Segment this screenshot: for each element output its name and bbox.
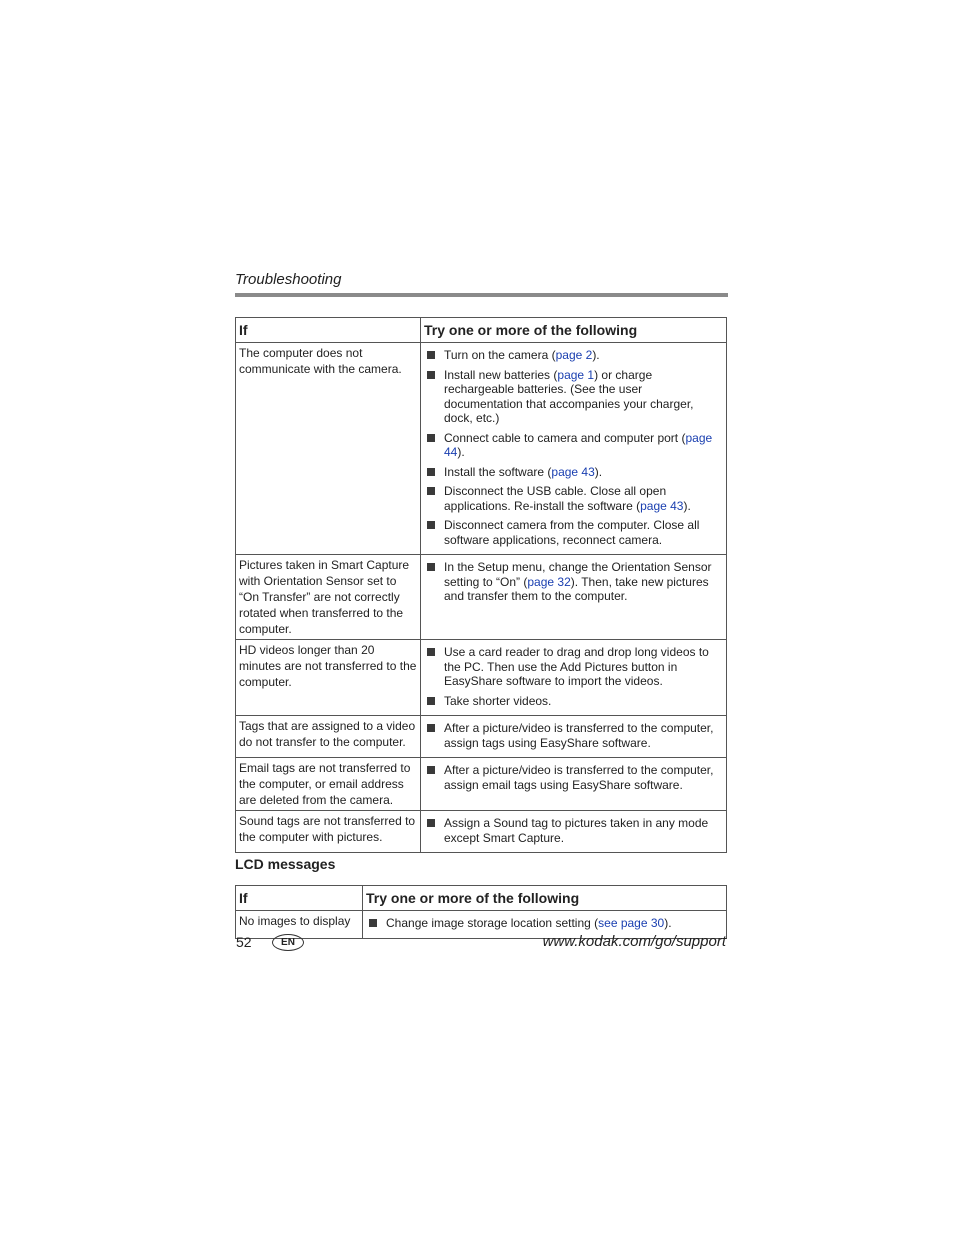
solution-item — [424, 465, 723, 480]
solution-text: ). — [594, 464, 603, 479]
square-bullet-icon — [427, 563, 435, 571]
page-reference-link[interactable]: page 43 — [640, 498, 684, 513]
solution-text: Take shorter videos. — [444, 693, 552, 708]
table-row — [236, 555, 727, 640]
page-content — [235, 270, 728, 939]
solution-text: ). — [683, 498, 691, 513]
solution-item — [424, 645, 723, 689]
page-reference-link[interactable]: page 43 — [551, 464, 595, 479]
lcd-messages-heading: LCD messages — [235, 856, 336, 872]
solution-cell — [421, 811, 727, 853]
solution-list — [424, 645, 723, 708]
solution-list — [424, 763, 723, 792]
problem-cell: The computer does not communicate with the camera. — [236, 343, 421, 555]
square-bullet-icon — [427, 521, 435, 529]
language-badge: EN — [272, 934, 304, 951]
support-url-link[interactable]: www.kodak.com/go/support — [542, 933, 726, 950]
square-bullet-icon — [427, 434, 435, 442]
square-bullet-icon — [427, 468, 435, 476]
problem-cell: HD videos longer than 20 minutes are not transferred to the computer. — [236, 640, 421, 716]
column-header-try: Try one or more of the following — [363, 886, 727, 911]
solution-cell — [421, 555, 727, 640]
solution-item — [424, 518, 723, 547]
table-row — [236, 640, 727, 716]
solution-cell — [421, 640, 727, 716]
solution-cell — [421, 343, 727, 555]
solution-text: Assign a Sound tag to pictures taken in any mode except Smart Capture. — [444, 816, 709, 845]
solution-text: After a picture/video is transferred to the computer, assign email tags using EasyShare software. — [444, 763, 714, 792]
square-bullet-icon — [427, 351, 435, 359]
solution-item — [424, 368, 723, 426]
solution-list — [424, 560, 723, 604]
column-header-try: Try one or more of the following — [421, 318, 727, 343]
square-bullet-icon — [369, 919, 377, 927]
problem-cell: Tags that are assigned to a video do not transfer to the computer. — [236, 716, 421, 758]
square-bullet-icon — [427, 371, 435, 379]
solution-list — [424, 721, 723, 750]
column-header-if: If — [236, 318, 421, 343]
solution-text: ) or charge rechargeable batteries. (See the user documentation that accompanies your charger, dock, etc.) — [444, 367, 694, 425]
solution-item — [424, 763, 723, 792]
solution-text: Turn on the camera ( — [444, 348, 556, 362]
solution-item — [424, 560, 723, 604]
solution-item — [424, 431, 723, 460]
section-header-title: Troubleshooting — [235, 271, 342, 288]
table-row — [236, 343, 727, 555]
page-footer — [236, 932, 726, 954]
solution-item — [424, 816, 723, 845]
lcd-messages-table — [235, 885, 727, 939]
page-number: 52 — [236, 934, 252, 950]
table-header-row — [236, 318, 727, 343]
table-row — [236, 758, 727, 811]
square-bullet-icon — [427, 724, 435, 732]
solution-list — [424, 348, 723, 547]
table-row — [236, 811, 727, 853]
square-bullet-icon — [427, 819, 435, 827]
square-bullet-icon — [427, 648, 435, 656]
solution-item — [366, 916, 723, 931]
solution-item — [424, 348, 723, 363]
solution-text: ). — [457, 445, 465, 459]
solution-cell — [421, 758, 727, 811]
page-reference-link[interactable]: page 44 — [444, 430, 713, 459]
table-header-row — [236, 886, 727, 911]
column-header-if: If — [236, 886, 363, 911]
header-divider — [235, 293, 728, 297]
solution-text: Use a card reader to drag and drop long videos to the PC. Then use the Add Pictures button in EasyShare software to import the videos. — [444, 645, 709, 688]
problem-cell: Email tags are not transferred to the computer, or email address are deleted from the camera. — [236, 758, 421, 811]
solution-text: Connect cable to camera and computer port ( — [444, 430, 686, 445]
solution-list — [424, 816, 723, 845]
solution-item — [424, 694, 723, 709]
problem-cell: Sound tags are not transferred to the computer with pictures. — [236, 811, 421, 853]
solution-item — [424, 721, 723, 750]
solution-text: In the Setup menu, change the Orientation Sensor setting to “On” ( — [444, 560, 712, 589]
solution-text: ). — [592, 348, 600, 362]
page-reference-link[interactable]: see page 30 — [598, 916, 665, 930]
square-bullet-icon — [427, 766, 435, 774]
page-reference-link[interactable]: page 1 — [557, 367, 595, 382]
solution-text: ). — [664, 916, 672, 930]
page-reference-link[interactable]: page 32 — [527, 574, 571, 589]
solution-text: Install the software ( — [444, 464, 552, 479]
solution-item — [424, 484, 723, 513]
solution-list — [366, 916, 723, 931]
square-bullet-icon — [427, 697, 435, 705]
solution-text: Change image storage location setting ( — [386, 916, 599, 930]
table-row — [236, 716, 727, 758]
solution-text: Install new batteries ( — [444, 367, 558, 382]
solution-cell — [421, 716, 727, 758]
solution-text: Disconnect camera from the computer. Close all software applications, reconnect camera. — [444, 518, 700, 547]
troubleshooting-table — [235, 317, 727, 853]
square-bullet-icon — [427, 487, 435, 495]
page-reference-link[interactable]: page 2 — [555, 348, 593, 362]
solution-text: After a picture/video is transferred to the computer, assign tags using EasyShare software. — [444, 721, 714, 750]
problem-cell: No images to display — [236, 911, 363, 939]
solution-text: Disconnect the USB cable. Close all open applications. Re-install the software ( — [444, 484, 667, 513]
problem-cell: Pictures taken in Smart Capture with Orientation Sensor set to “On Transfer” are not correctly rotated when transferred to the computer. — [236, 555, 421, 640]
solution-text: ). Then, take new pictures and transfer them to the computer. — [444, 574, 709, 603]
